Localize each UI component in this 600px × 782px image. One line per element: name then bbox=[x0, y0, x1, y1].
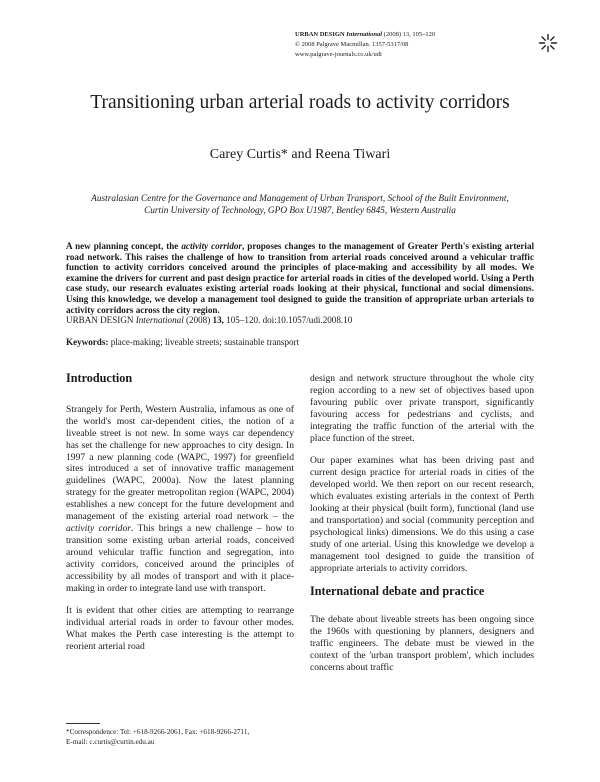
citation-year: (2008) bbox=[186, 315, 211, 325]
article-citation bbox=[66, 315, 534, 326]
citation-journal-italic: International bbox=[135, 315, 184, 325]
abstract-lead: A new planning concept, the bbox=[66, 241, 182, 251]
footnote-contact: *Correspondence: Tel: +618-9266-2061, Fax: +618-9266-2711, bbox=[66, 728, 250, 736]
abstract bbox=[66, 241, 534, 315]
citation-pages-doi: 105–120. doi:10.1057/udi.2008.10 bbox=[226, 315, 353, 325]
footnote bbox=[66, 727, 296, 747]
footnote-email[interactable]: E-mail: c.curtis@curtin.edu.au bbox=[66, 738, 155, 746]
paragraph: It is evident that other cities are attempting to rearrange individual arterial roads in order to favour other modes. What makes the Perth case interesting is the attempt to reorient arterial road bbox=[66, 605, 294, 653]
palgrave-star-icon bbox=[538, 33, 558, 53]
journal-url[interactable]: www.palgrave-journals.co.uk/udi bbox=[295, 51, 382, 58]
left-column bbox=[66, 373, 294, 664]
journal-issue: (2008) 13, 105–120 bbox=[383, 31, 436, 38]
paragraph-term: activity corridor bbox=[66, 522, 131, 534]
right-column bbox=[310, 373, 534, 685]
abstract-body: , proposes changes to the management of Greater Perth's existing arterial road network. This raises the challenge of how to transition from arterial roads conceived around a vehicular traffic function to activity corridors conceived around the principles of place-making and accessibility by all modes. We examine the drivers for current and past design practice for arterial roads in cities of the developed world. Using a Perth case study, our research evaluates existing arterial roads looking at their physical, functional and social dimensions. Using this knowledge, we develop a management tool designed to guide the transition of appropriate urban arterials to activity corridors across the city region. bbox=[66, 241, 535, 315]
section-heading-international: International debate and practice bbox=[310, 583, 485, 598]
citation-volume: 13, bbox=[212, 315, 224, 325]
journal-citation-line bbox=[295, 30, 495, 40]
article-authors: Carey Curtis* and Reena Tiwari bbox=[209, 147, 391, 162]
paragraph: The debate about liveable streets has been ongoing since the 1960s with questioning by planners, designers and traffic engineers. The debate must be viewed in the context of the 'urban transport problem', which includes concerns about traffic bbox=[310, 614, 534, 674]
affiliation-line: Curtin University of Technology, GPO Box U1987, Bentley 6845, Western Australia bbox=[144, 206, 456, 216]
citation-journal: URBAN DESIGN bbox=[66, 315, 134, 325]
copyright-line: © 2008 Palgrave Macmillan. 1357-5317/08 bbox=[295, 41, 409, 48]
keywords bbox=[66, 337, 534, 348]
abstract-term: activity corridor bbox=[181, 241, 242, 251]
article-title: Transitioning urban arterial roads to activity corridors bbox=[90, 92, 510, 113]
journal-name: URBAN DESIGN bbox=[295, 31, 345, 38]
affiliation-line: Australasian Centre for the Governance and Management of Urban Transport, School of the Built Environment, bbox=[91, 194, 509, 204]
section-heading-introduction: Introduction bbox=[66, 371, 133, 385]
paragraph bbox=[66, 404, 294, 595]
affiliation bbox=[66, 193, 534, 217]
journal-header bbox=[295, 30, 495, 60]
paragraph-text: . This brings a new challenge – how to transition some existing urban arterial roads, conceived around vehicular traffic function and segregation, into activity corridors, conceived around the principles of accessibility by all modes of transport and with it place-making in order to integrate land use with transport. bbox=[66, 522, 294, 594]
paragraph: Our paper examines what has been driving past and current design practice for arterial roads in cities of the developed world. We then report on our recent research, which evaluates existing arterials in the context of Perth looking at their physical (built form), functional (land use and transportation) and social (community perception and psychological links) dimensions. We do this using a case study of one arterial. Using this knowledge we develop a management tool designed to guide the transition of appropriate arterials to activity corridors. bbox=[310, 455, 534, 574]
keywords-text: place-making; liveable streets; sustainable transport bbox=[110, 337, 300, 347]
journal-name-italic: International bbox=[346, 31, 383, 38]
paragraph-text: Strangely for Perth, Western Australia, infamous as one of the world's most car-dependent cities, the notion of a liveable street is not new. In some ways car dependency has set the challenge for new approaches to city design. In 1997 a new planning code (WAPC, 1997) for greenfield sites introduced a set of innovative traffic management guidelines (WAPC, 2000a). Now the latest planning strategy for the greater metropolitan region (WAPC, 2004) establishes a new concept for the future development and management of the existing arterial road network – the bbox=[66, 403, 294, 523]
keywords-label: Keywords: bbox=[66, 337, 109, 347]
paragraph: design and network structure throughout the whole city region according to a new set of objectives based upon favouring public over private transport, significantly favouring access for pedestrians and cyclists, and integrating the traffic function of the arterial with the place function of the street. bbox=[310, 373, 534, 444]
footnote-divider bbox=[66, 723, 100, 724]
